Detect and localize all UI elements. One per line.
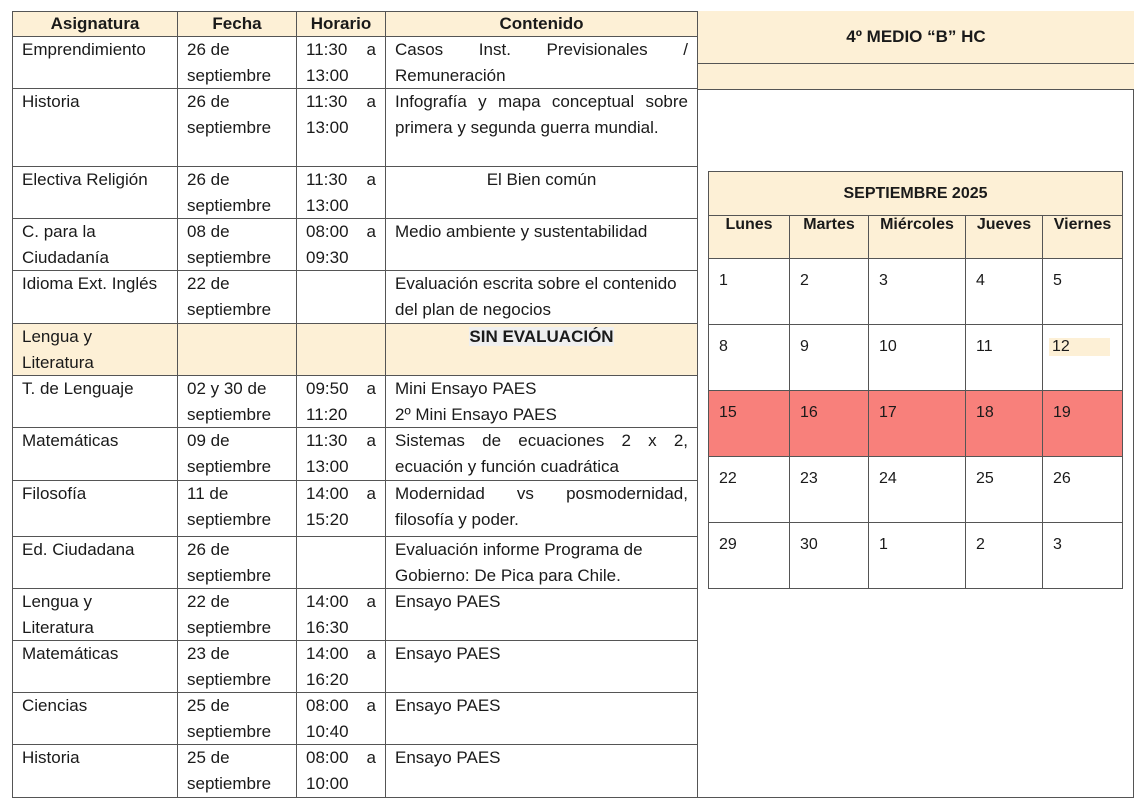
cell-fecha: 26 de septiembre [178,89,297,167]
calendar-day: 2 [790,259,869,325]
calendar-day: 22 [709,457,790,523]
table-row [13,693,698,745]
day-header-viernes: Viernes [1043,216,1123,259]
calendar-day: 3 [869,259,966,325]
calendar-day: 26 [1043,457,1123,523]
table-row [13,167,698,219]
calendar-title: SEPTIEMBRE 2025 [709,172,1123,216]
cell-horario: 11:30 a 13:00 [297,89,386,167]
cell-contenido: Infografía y mapa conceptual sobre primera y segunda guerra mundial. [386,89,698,167]
table-row [13,745,698,798]
calendar-day-highlighted [1043,325,1123,391]
right-column-divider [697,90,698,798]
cell-fecha: 23 de septiembre [178,641,297,693]
cell-horario: 14:00 a 16:30 [297,589,386,641]
calendar-day: 1 [709,259,790,325]
cell-fecha: 26 de septiembre [178,37,297,89]
cell-contenido-sin-evaluacion [386,324,698,376]
cell-horario [297,271,386,324]
header-asignatura: Asignatura [13,12,178,37]
day-header-lunes: Lunes [709,216,790,259]
calendar [708,171,1123,589]
calendar-day-label: 12 [1049,338,1110,356]
cell-fecha: 09 de septiembre [178,428,297,481]
table-row-highlighted [13,324,698,376]
cell-fecha: 11 de septiembre [178,481,297,537]
cell-contenido: Ensayo PAES [386,745,698,798]
calendar-day: 24 [869,457,966,523]
contenido-line-2: 2º Mini Ensayo PAES [395,404,557,424]
header-contenido: Contenido [386,12,698,37]
cell-contenido: Ensayo PAES [386,693,698,745]
cell-asignatura: Matemáticas [13,641,178,693]
cell-fecha: 26 de septiembre [178,537,297,589]
evaluation-table [12,11,698,798]
header-horario: Horario [297,12,386,37]
cell-asignatura: Lengua y Literatura [13,589,178,641]
calendar-week [709,457,1123,523]
cell-asignatura: C. para la Ciudadanía [13,219,178,271]
cell-fecha [178,324,297,376]
day-header-miercoles: Miércoles [869,216,966,259]
cell-horario: 14:00 a 15:20 [297,481,386,537]
calendar-week [709,259,1123,325]
cell-asignatura: Filosofía [13,481,178,537]
table-row [13,481,698,537]
table-row [13,537,698,589]
cell-asignatura: Matemáticas [13,428,178,481]
cell-contenido: Ensayo PAES [386,589,698,641]
calendar-day: 23 [790,457,869,523]
cell-contenido: El Bien común [386,167,698,219]
cell-asignatura: Electiva Religión [13,167,178,219]
calendar-day: 11 [966,325,1043,391]
sin-evaluacion-label: SIN EVALUACIÓN [469,327,614,346]
calendar-day: 2 [966,523,1043,589]
course-title: 4º MEDIO “B” HC [697,11,1134,64]
cell-horario: 08:00 a 09:30 [297,219,386,271]
calendar-week-holiday [709,391,1123,457]
cell-contenido: Modernidad vs posmodernidad, filosofía y poder. [386,481,698,537]
table-row [13,271,698,324]
calendar-day: 19 [1043,391,1123,457]
cell-asignatura: Idioma Ext. Inglés [13,271,178,324]
contenido-line-1: Mini Ensayo PAES [395,379,537,398]
cell-horario [297,537,386,589]
table-row [13,219,698,271]
calendar-day: 8 [709,325,790,391]
calendar-day: 1 [869,523,966,589]
cell-contenido: Evaluación escrita sobre el contenido del plan de negocios [386,271,698,324]
cell-asignatura: Historia [13,745,178,798]
cell-fecha: 26 de septiembre [178,167,297,219]
cell-asignatura: Historia [13,89,178,167]
cell-horario: 11:30 a 13:00 [297,37,386,89]
calendar-day: 15 [709,391,790,457]
cell-fecha: 08 de septiembre [178,219,297,271]
cell-asignatura: Ed. Ciudadana [13,537,178,589]
table-row [13,589,698,641]
cell-contenido: Evaluación informe Programa de Gobierno: De Pica para Chile. [386,537,698,589]
cell-fecha: 22 de septiembre [178,271,297,324]
cell-horario: 09:50 a 11:20 [297,376,386,428]
calendar-day: 9 [790,325,869,391]
cell-asignatura: Lengua y Literatura [13,324,178,376]
cell-horario [297,324,386,376]
course-subtitle-band [697,64,1134,90]
cell-horario: 11:30 a 13:00 [297,167,386,219]
table-row [13,37,698,89]
cell-fecha: 25 de septiembre [178,745,297,798]
calendar-day: 30 [790,523,869,589]
cell-fecha: 25 de septiembre [178,693,297,745]
cell-contenido: Casos Inst. Previsionales / Remuneración [386,37,698,89]
calendar-day: 25 [966,457,1043,523]
cell-horario: 08:00 a 10:40 [297,693,386,745]
calendar-day: 4 [966,259,1043,325]
day-header-martes: Martes [790,216,869,259]
cell-asignatura: Emprendimiento [13,37,178,89]
table-row [13,428,698,481]
table-row [13,641,698,693]
calendar-day: 5 [1043,259,1123,325]
cell-contenido [386,376,698,428]
calendar-week [709,523,1123,589]
cell-contenido: Ensayo PAES [386,641,698,693]
table-row [13,376,698,428]
calendar-week [709,325,1123,391]
table-row [13,89,698,167]
day-header-jueves: Jueves [966,216,1043,259]
header-fecha: Fecha [178,12,297,37]
cell-horario: 11:30 a 13:00 [297,428,386,481]
calendar-day: 18 [966,391,1043,457]
calendar-day: 29 [709,523,790,589]
cell-fecha: 22 de septiembre [178,589,297,641]
cell-contenido: Sistemas de ecuaciones 2 x 2, ecuación y función cuadrática [386,428,698,481]
calendar-day: 10 [869,325,966,391]
cell-contenido: Medio ambiente y sustentabilidad [386,219,698,271]
cell-asignatura: T. de Lenguaje [13,376,178,428]
calendar-day: 16 [790,391,869,457]
cell-horario: 08:00 a 10:00 [297,745,386,798]
cell-fecha: 02 y 30 de septiembre [178,376,297,428]
cell-asignatura: Ciencias [13,693,178,745]
calendar-day: 3 [1043,523,1123,589]
cell-horario: 14:00 a 16:20 [297,641,386,693]
calendar-day: 17 [869,391,966,457]
